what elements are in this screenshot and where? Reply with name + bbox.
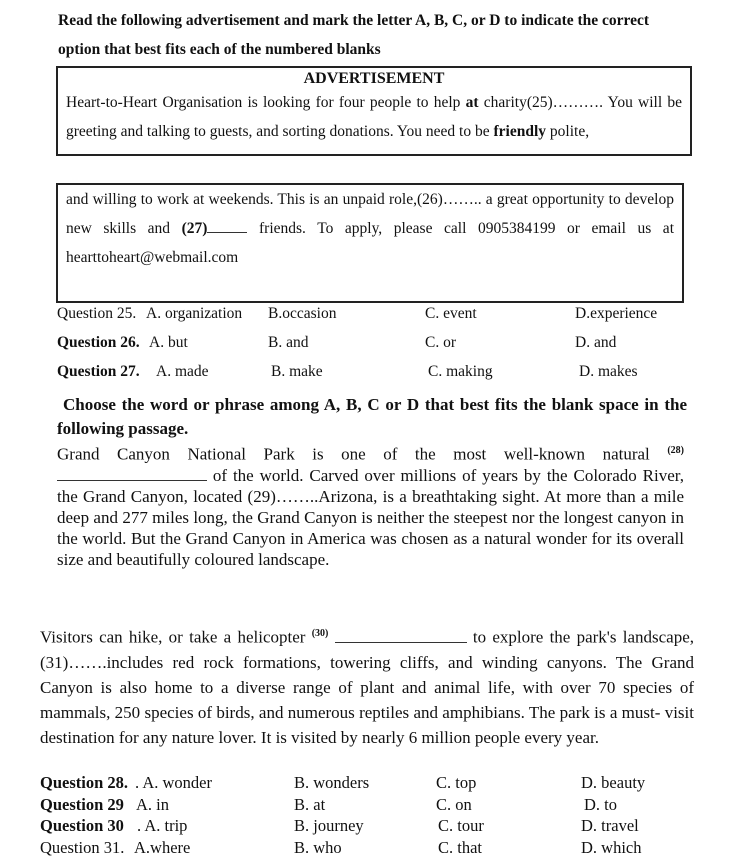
question-row bbox=[57, 334, 697, 363]
passage-text: of the world. Carved over millions of years by the Colorado River, the Grand Canyon, located (29)……..Arizona, is a breathtaking sight. At more than a mile deep and 277 miles long, the Grand Canyon is neither the steepest nor the longest canyon in the world. But the Grand Canyon in America was chosen as a natural wonder for its overall size and beautifully coloured landscape. bbox=[57, 465, 684, 569]
ad-text: Heart-to-Heart Organisation is looking for four people to help bbox=[66, 94, 466, 111]
instructions bbox=[58, 6, 728, 64]
questions-25-27 bbox=[57, 305, 697, 392]
option-c[interactable]: C. or bbox=[425, 334, 456, 351]
option-b[interactable]: B. and bbox=[268, 334, 309, 351]
option-a[interactable]: A. but bbox=[149, 334, 188, 351]
ad-text: polite, bbox=[546, 123, 590, 140]
option-d[interactable]: D. which bbox=[581, 837, 642, 857]
option-b[interactable]: B. who bbox=[294, 837, 342, 857]
passage-2 bbox=[40, 621, 694, 750]
blank-28 bbox=[57, 480, 207, 481]
section-heading: Choose the word or phrase among A, B, C or D that best fits the blank space in the following passage. bbox=[57, 395, 687, 438]
passage-text: Visitors can hike, or take a helicopter bbox=[40, 627, 312, 647]
option-a[interactable]: A. made bbox=[156, 363, 209, 380]
option-d[interactable]: D. to bbox=[584, 794, 617, 814]
option-c[interactable]: C. event bbox=[425, 305, 477, 322]
option-b[interactable]: B. wonders bbox=[294, 773, 370, 792]
ad-text: charity(25)………. You will be greeting and talking to guests, and sorting donations. You need to be bbox=[66, 94, 682, 140]
blank-number-28: (28) bbox=[667, 445, 684, 456]
option-d[interactable]: D. makes bbox=[579, 363, 638, 380]
option-c[interactable]: C. on bbox=[436, 794, 472, 814]
passage-text: to explore the park's landscape, (31)…….includes red rock formations, towering cliffs, and winding canyons. The Grand Canyon is also home to a diverse range of plant and animal life, with over 70 species of mammals, 250 species of birds, and numerous reptiles and amphibians. The park is a must- visit destination for any nature lover. It is visited by nearly 6 million people every year. bbox=[40, 627, 695, 747]
advertisement-title: ADVERTISEMENT bbox=[303, 70, 445, 87]
option-d[interactable]: D. travel bbox=[581, 816, 639, 835]
question-label: Question 27. bbox=[57, 363, 140, 380]
question-label: Question 28. bbox=[40, 773, 129, 792]
question-row bbox=[40, 838, 700, 860]
question-row bbox=[40, 773, 700, 795]
ad-blank-number-27: (27) bbox=[181, 220, 208, 237]
advertisement-box-top bbox=[56, 66, 692, 156]
passage-text: Grand Canyon National Park is one of the most well-known natural bbox=[57, 444, 668, 464]
option-c[interactable]: C. top bbox=[436, 773, 477, 792]
question-label: Question 31. bbox=[40, 837, 125, 857]
option-a[interactable]: . A. wonder bbox=[135, 773, 212, 792]
option-d[interactable]: D.experience bbox=[575, 305, 658, 322]
advertisement-paragraph-2 bbox=[58, 185, 682, 272]
option-a[interactable]: A.where bbox=[134, 837, 191, 857]
question-label: Question 30 bbox=[40, 816, 124, 835]
option-d[interactable]: D. beauty bbox=[581, 773, 646, 792]
ad-text: and willing to work at weekends. This is an unpaid role,(26)…….. a great opportunity to develop new skills and bbox=[66, 191, 674, 237]
option-b[interactable]: B. at bbox=[294, 794, 326, 814]
blank-27 bbox=[207, 232, 247, 233]
option-b[interactable]: B. make bbox=[271, 363, 323, 380]
questions-28-31 bbox=[40, 773, 700, 859]
ad-bold-friendly: friendly bbox=[493, 123, 547, 140]
question-row bbox=[57, 305, 697, 334]
ad-text: friends. To apply, please call 0905384199 or email us at hearttoheart@webmail.com bbox=[66, 220, 674, 266]
question-label: Question 25. bbox=[57, 305, 137, 322]
option-b[interactable]: B. journey bbox=[294, 816, 364, 835]
option-a[interactable]: A. organization bbox=[146, 305, 243, 322]
ad-bold-at: at bbox=[465, 94, 479, 111]
advertisement-box-bottom bbox=[56, 183, 684, 303]
question-row bbox=[40, 816, 700, 838]
option-a[interactable]: A. in bbox=[136, 794, 169, 814]
option-c[interactable]: C. making bbox=[428, 363, 493, 380]
option-c[interactable]: C. that bbox=[438, 837, 482, 857]
question-row bbox=[40, 795, 700, 817]
blank-30 bbox=[335, 642, 467, 643]
instructions-line-2: option that best fits each of the numbered blanks bbox=[58, 41, 381, 58]
option-b[interactable]: B.occasion bbox=[268, 305, 337, 322]
option-a[interactable]: . A. trip bbox=[137, 816, 188, 835]
option-d[interactable]: D. and bbox=[575, 334, 617, 351]
question-label: Question 26. bbox=[57, 334, 140, 351]
blank-number-30: (30) bbox=[311, 628, 329, 639]
passage-1 bbox=[57, 440, 684, 570]
advertisement-paragraph-1 bbox=[58, 88, 690, 146]
instructions-line-1: Read the following advertisement and mark the letter A, B, C, or D to indicate the correct bbox=[58, 12, 650, 29]
question-label: Question 29 bbox=[40, 794, 124, 814]
option-c[interactable]: C. tour bbox=[438, 816, 484, 835]
question-row bbox=[57, 363, 697, 392]
